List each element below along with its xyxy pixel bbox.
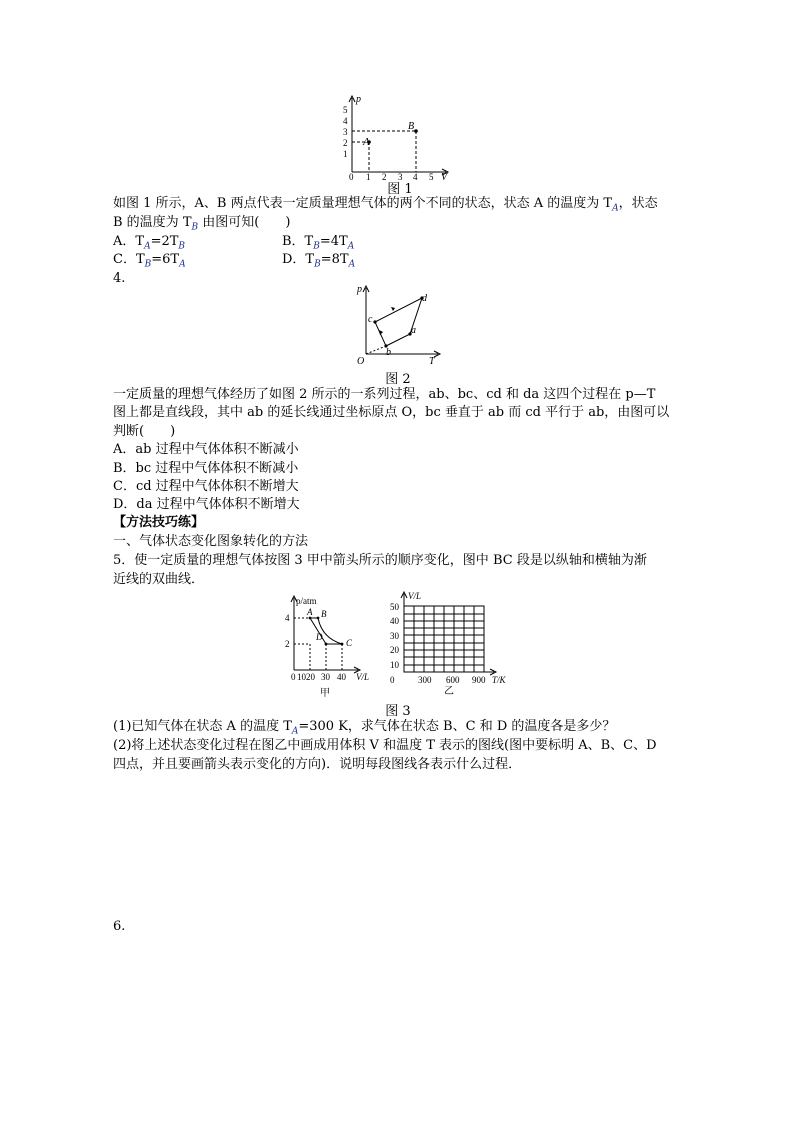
figure-1-caption: 图 1 [387,182,413,197]
figure-2-caption: 图 2 [385,372,411,387]
fig1-xtick: 2 [382,172,387,180]
fig3b-xtick: 300 [418,675,432,685]
figure-1-p-v-graph [338,92,454,180]
fig3a-ytick: 4 [285,613,290,623]
q6-number: 6. [113,919,126,934]
fig1-ytick: 5 [343,105,348,115]
fig2-xlabel: T [429,356,435,367]
fig1-xtick: 3 [398,172,403,180]
fig3a-point-a: A [307,607,313,617]
fig1-point-b-label: B [408,121,415,132]
fig3a-point-c: C [346,638,353,648]
fig1-xtick: 0 [349,172,354,180]
fig1-ytick: 4 [343,116,348,126]
fig3b-xtick: 900 [472,675,486,685]
figure-3-caption: 图 3 [385,704,411,719]
section-title: 【方法技巧练】 [113,515,205,530]
q4-option-c: C．cd 过程中气体体积不断增大 [113,479,299,494]
fig3b-xtick: 0 [390,675,395,685]
fig2-point-b: b [386,347,391,358]
q3-option-c: C．$T_B=6T_A$ [113,252,186,270]
q3-option-b: B．$T_B=4T_A$ [282,234,355,252]
fig3a-ytick: 2 [285,639,290,649]
fig3a-xlabel: V/L [356,672,370,682]
fig3b-ytick: 10 [390,660,399,670]
q5-sub-question-2-line-2: 四点，并且要画箭头表示变化的方向)．说明每段图线各表示什么过程． [113,757,522,772]
fig1-ytick: 2 [343,138,348,148]
fig3b-ytick: 20 [390,645,399,655]
fig3b-caption: 乙 [444,686,454,697]
fig3a-point-d: D [316,632,323,642]
q3-stem-line-2: B 的温度为 $T_B$ 由图可知( ) [113,215,291,233]
q5-sub-question-2-line-1: (2)将上述状态变化过程在图乙中画成用体积 V 和温度 T 表示的图线(图中要标明 A、B、C、D [113,738,657,753]
q3-option-d: D．$T_B=8T_A$ [282,252,356,270]
fig1-xlabel: V [441,172,448,180]
fig1-xtick: 5 [429,172,434,180]
fig2-point-c: c [368,314,373,325]
fig3a-ylabel: p/atm [296,596,317,606]
fig1-xtick: 1 [366,172,371,180]
fig3b-xlabel: T/K [492,675,506,685]
fig3a-xtick: 0 [291,672,296,682]
fig1-ytick: 1 [343,149,348,159]
figure-3a-p-v-graph [282,592,382,700]
q4-stem-line-2: 图上都是直线段，其中 ab 的延长线通过坐标原点 O，bc 垂直于 ab 而 cd 平行于 ab，由图可以 [113,405,670,420]
figure-3b-v-t-grid [384,588,514,698]
fig3b-ytick: 40 [390,616,399,626]
q5-stem-line-2: 近线的双曲线． [113,572,205,587]
fig3b-ytick: 50 [390,602,399,612]
fig2-origin: O [357,356,365,367]
q4-number: 4. [113,271,126,286]
fig3b-ytick: 30 [390,631,399,641]
figure-2-p-t-graph [352,282,442,368]
fig1-point-a-label: A [363,136,370,148]
fig2-point-a: a [411,325,416,336]
fig1-ylabel: p [356,94,361,105]
q4-stem-line-1: 一定质量的理想气体经历了如图 2 所示的一系列过程，ab、bc、cd 和 da 这四个过程在 p—T [113,387,656,402]
fig2-point-d: d [422,293,427,304]
q4-option-a: A．ab 过程中气体体积不断减小 [113,442,299,457]
fig3a-xtick: 10 [297,672,306,682]
fig3a-xtick: 30 [321,672,330,682]
q3-option-a: A．$T_A=2T_B$ [113,234,186,252]
fig1-ytick: 3 [343,127,348,137]
fig3a-point-b: B [321,609,327,619]
fig3a-caption: 甲 [320,688,330,699]
q5-sub-question-1: (1)已知气体在状态 A 的温度 $T_A=300$ K，求气体在状态 B、C 和 D 的温度各是多少？ [113,719,616,737]
fig3b-ylabel: V/L [408,591,422,601]
q4-stem-line-3: 判断( ) [113,424,176,439]
fig3a-xtick: 20 [306,672,315,682]
fig3b-xtick: 600 [446,675,460,685]
fig3a-xtick: 40 [337,672,346,682]
q3-stem-line-1: 如图 1 所示，A、B 两点代表一定质量理想气体的两个不同的状态，状态 A 的温度为 $T_A$，状态 [113,196,658,214]
q4-option-b: B．bc 过程中气体体积不断减小 [113,461,299,476]
q4-option-d: D．da 过程中气体体积不断增大 [113,497,300,512]
fig1-xtick: 4 [413,172,418,180]
fig2-ylabel: p [357,284,362,295]
section-subtitle: 一、气体状态变化图象转化的方法 [113,534,309,549]
q5-stem-line-1: 5．使一定质量的理想气体按图 3 甲中箭头所示的顺序变化，图中 BC 段是以纵轴和横轴为渐 [113,553,647,568]
